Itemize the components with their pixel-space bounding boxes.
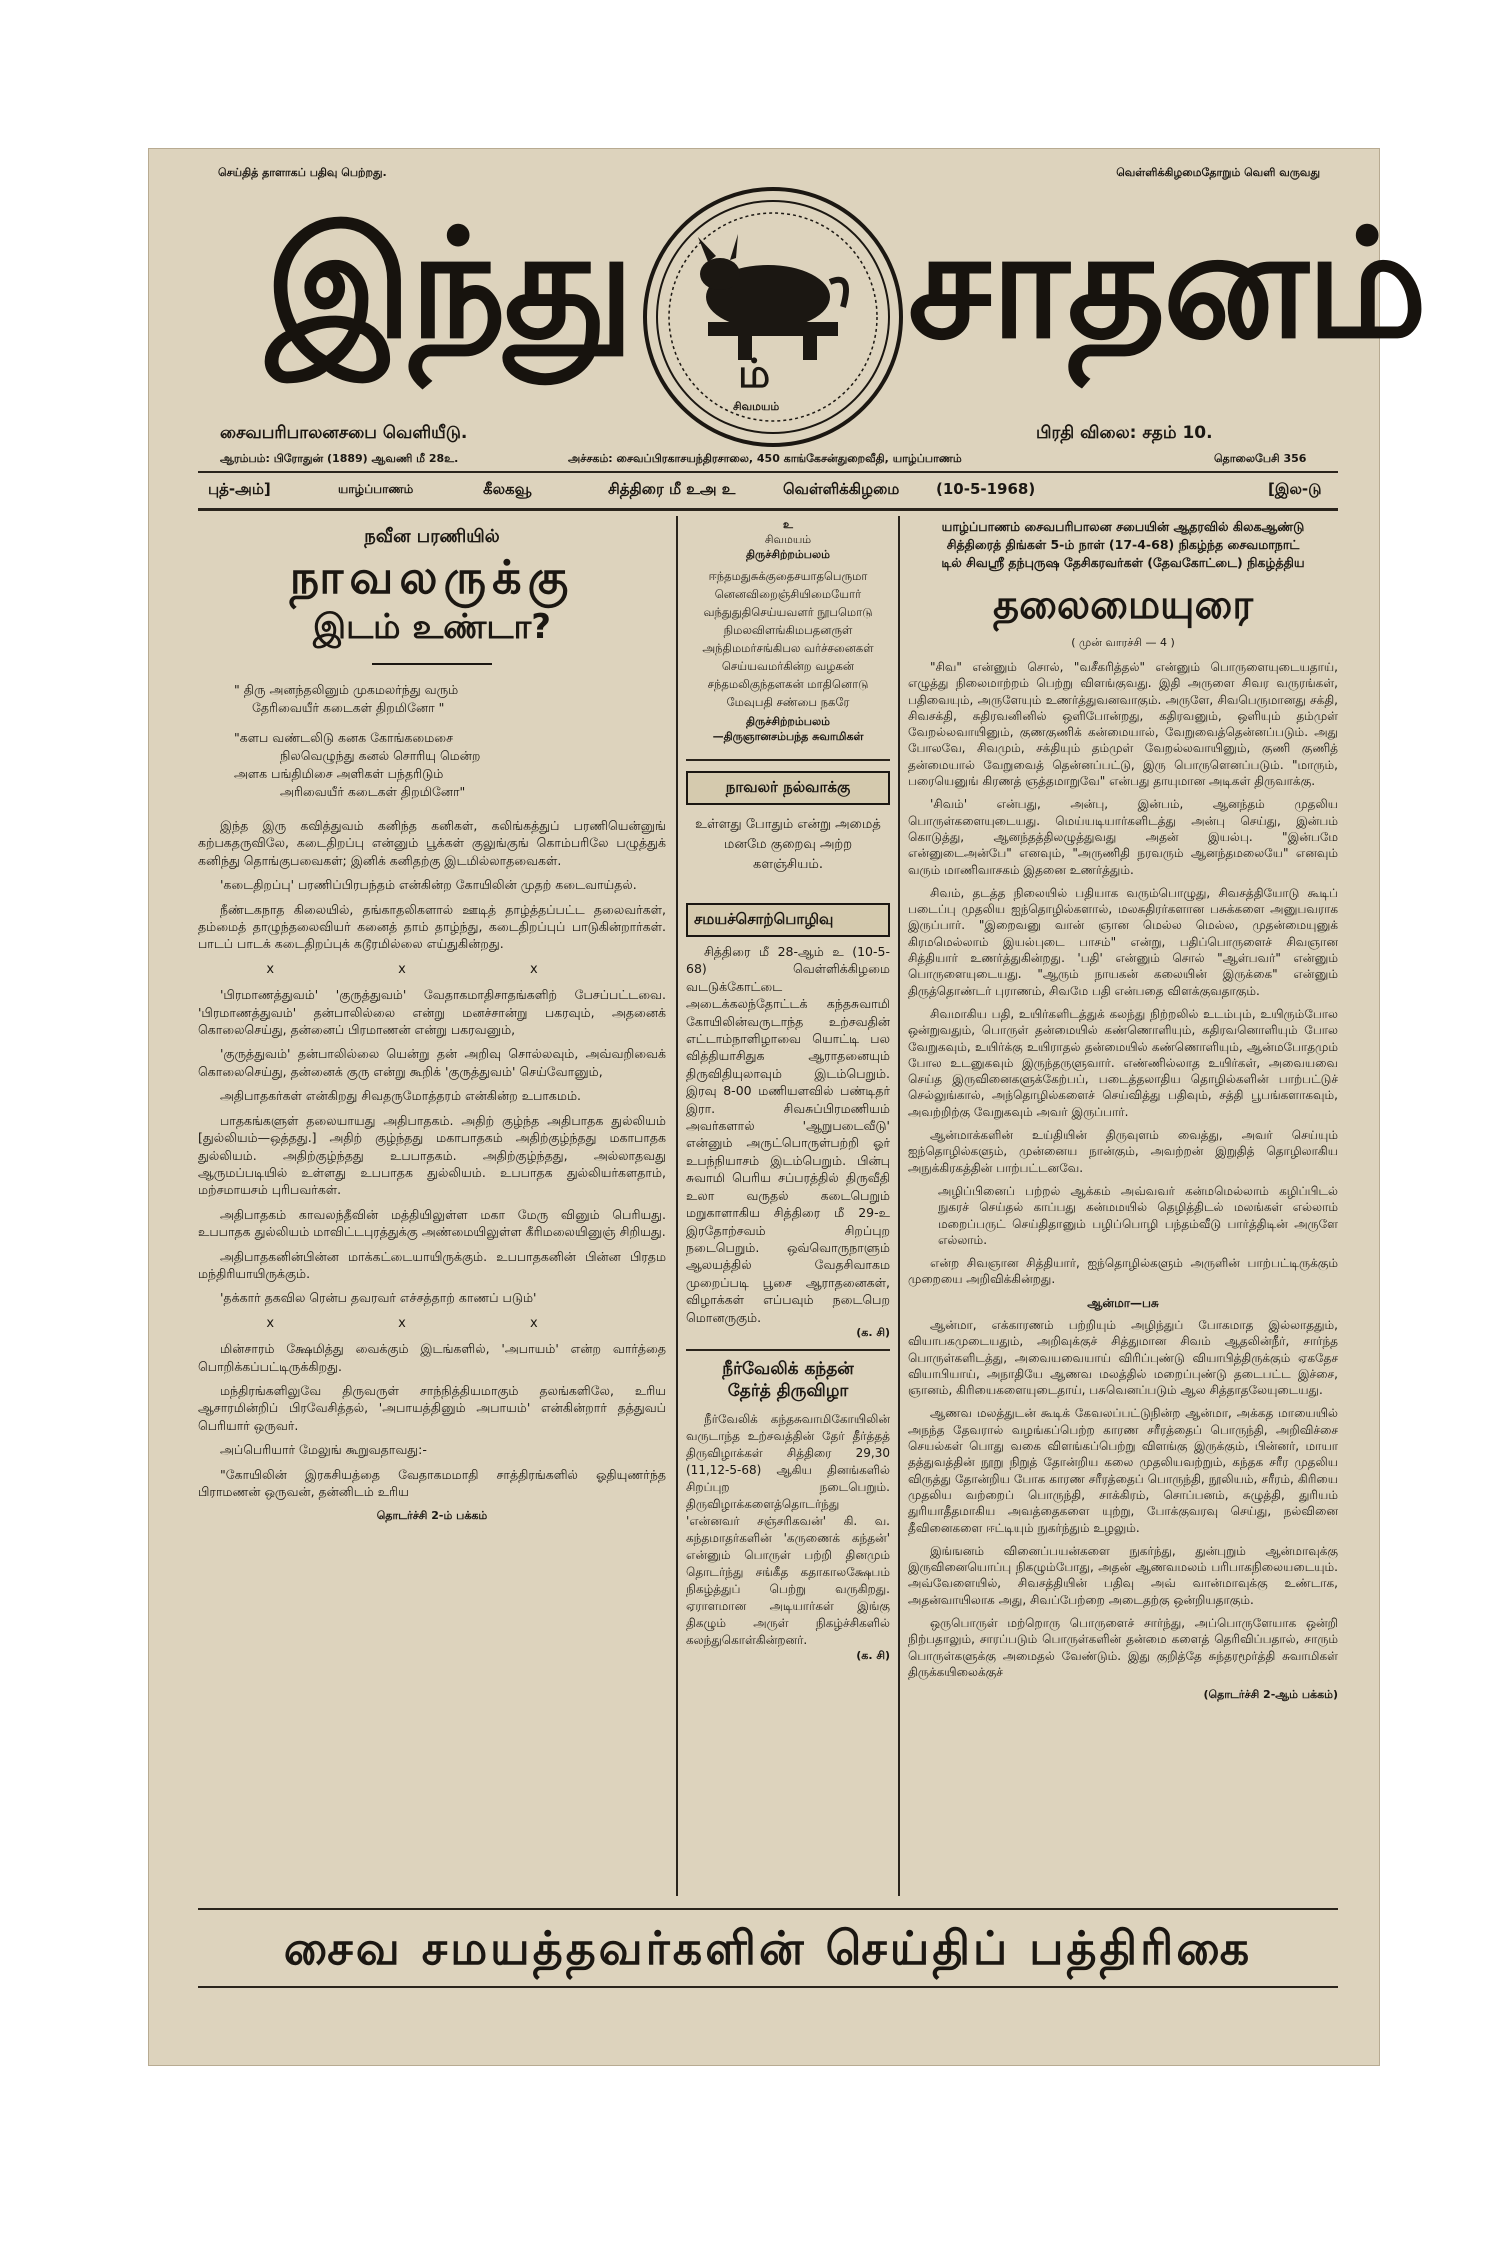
left-paragraph: நீண்டகநாத கிலையில், தங்காதலிகளால் ஊடித் தாழ்த்தப்பட்ட தலைவர்கள், தம்மைத் தாழுந்தலைவியர் கனைத் தாம் தாழ்ந்து, கடைதிறப்புப் பாடுகின்றார்கள். பாடப் பாடக் கடைதிறப்புக் கடூரமில்லை எய்துகின்றது. [198, 901, 666, 952]
emblem-om: ம் [738, 351, 771, 397]
left-article-body [198, 817, 666, 1525]
quote-2-line-1: "களப வண்டலிடு கனக கோங்கமைசை [234, 730, 454, 745]
aanma-heading: ஆன்மா—பசு [1087, 1295, 1159, 1310]
issue-year: கீலகவூ [483, 480, 532, 498]
column-rule-2 [898, 516, 900, 1896]
hymn-line: செய்யவமர்கின்ற வழகன் [721, 659, 855, 673]
right-intro [908, 518, 1338, 572]
ther-title-2: தேர்த் திருவிழா [727, 1380, 849, 1401]
issue-date: (10-5-1968) [936, 480, 1036, 498]
right-verse: அழிப்பினைப் பற்றல் ஆக்கம் அவ்வவர் கன்மமெல்லாம் கழிப்பிடல் நுகரச் செய்தல் காப்பது கன்மமயில் தெழித்திடல் மலங்கள் எல்லாம் மறைப்பருட் செய்திதானும் பழிப்பொழி பந்தம்வீடு பார்த்திடின் அருளே எல்லாம். [938, 1183, 1338, 1247]
quote-2-line-3: அளக பங்திமிசை அளிகள் பந்தரிடும் [234, 766, 444, 781]
left-paragraph: அதிபாதகனின்பின்ன மாக்கட்டையாயிருக்கும். உபபாதகனின் பின்ன பிரதம மந்திரியாயிருக்கும். [198, 1248, 666, 1281]
issue-date-tamil: சித்திரை மீ உஅ உ [608, 480, 736, 498]
right-paragraph: ஒருபொருள் மற்றொரு பொருளைச் சார்ந்து, அப்பொருளேயாக ஒன்றி நிற்பதாலும், சாரப்படும் பொருள்களின் தன்மை களைத் தெரிவிப்பதால், சாரும் பொருள்களுக்கு அமைதல் வேண்டும். இது குறித்தே சுந்தரமூர்த்தி சுவாமிகள் திருக்கயிலைக்குச் [908, 1616, 1338, 1679]
right-paragraph: என்ற சிவஞான சித்தியார், ஐந்தொழில்களும் அருளின் பாற்பட்டிருக்கும் முறையை அறிவிக்கின்றது. [908, 1256, 1338, 1287]
hymn-end: திருச்சிற்றம்பலம் [746, 715, 830, 728]
intro-line: சித்திரைத் திங்கள் 5-ம் நாள் (17-4-68) நிகழ்ந்த சைவமாநாட் [946, 537, 1300, 552]
samaya-title: சமயச்சொற்பொழிவு [686, 903, 890, 937]
samaya-sign: (க. சி) [856, 1325, 890, 1339]
quote-2-line-4: அரிவையீர் கடைகள் திறமினோ" [280, 784, 466, 799]
right-article-body [908, 659, 1338, 1704]
hymn-credit: —திருஞானசம்பந்த சுவாமிகள் [712, 730, 864, 743]
footer-rule-bottom [198, 1986, 1338, 1988]
right-column [908, 518, 1338, 1704]
section-break: x x x [266, 961, 598, 977]
middle-rule [686, 759, 890, 761]
established: ஆரம்பம்: பிரோதுன் (1889) ஆவணி மீ 28உ. [220, 452, 459, 465]
footer-rule-top [198, 1908, 1338, 1910]
naavalar-box-title: நாவலர் நல்வாக்கு [686, 771, 890, 805]
frequency-note: வெள்ளிக்கிழமைதோறும் வெளி வருவது [1116, 166, 1320, 179]
issue-volume: புத்-அம்] [208, 480, 271, 498]
left-paragraph: 'தக்கார் தகவில ரென்ப தவரவர் எச்சத்தாற் காணப் படும்' [220, 1290, 537, 1306]
right-paragraph: சிவமாகிய பதி, உயிர்களிடத்துக் கலந்து நிற்றலில் உடம்பும், உயிரும்போல ஒன்றுவதும், பொருள் தன்மையில் கண்ணொளியும், கதிரவனொளியும் போல வேறுகவும், உயிர்க்கு உயிராதல் தன்மையில் கண்ணொளியும், ஆன்மபோதமும் போல உடனுகவும் இருந்தருளுவார். எண்ணில்லாத உயிர்கள், அவையவை செய்த இருவினைகளுக்கேற்பப், படைத்தலாதிய தொழில்களின் பாற்பட்டுச் செல்லுங்கால், அந்தொழில்களைச் செய்வித்து பதிவும், சத்தி பூபங்களாகவும், அவற்றிற்கு வேறுகவும் அவர் இருப்பார். [908, 1006, 1338, 1119]
section-break: x x x [266, 1315, 598, 1331]
left-paragraph: 'பிரமாணத்துவம்' 'குருத்துவம்' வேதாகமாதிசாதங்களிற் பேசப்பட்டவை. 'பிரமாணத்துவம்' தன்பாலில்லை என்று மனச்சான்று பகரவும், அதனைக் கொலைசெய்து, தன்னைப் பிரமாணன் என்று பகரவனும், [198, 987, 666, 1038]
intro-line: டில் சிவஸ்ரீ தந்புருஷ தேசிகரவர்கள் (தேவகோட்டை) நிகழ்த்திய [941, 555, 1305, 570]
issue-line [208, 480, 1338, 504]
left-paragraph: அதிபாதகர்கள் என்கிறது சிவதருமோத்தரம் என்கின்ற உபாகமம். [220, 1088, 582, 1104]
masthead-rule [198, 471, 1338, 473]
right-paragraph: சிவம், தடத்த நிலையில் பதியாக வரும்பொழுது, சிவசத்தியோடு கூடிப் படைப்பு முதலிய ஐந்தொழில்களால், மலசுதிரர்களான பசுக்களை அனுபவராக இருப்பார். "இறைவனு வான் ஞான மெல்ல மெல்ல, முதன்மையுனுக் கிரமமெல்லாம் இயல்புடை பாசம்" என்று, பதிப்பொருளைச் சிவஞான சித்தியார் உணர்த்துகின்றது. 'பதி' என்னும் சொல் "ஆள்பவர்" என்னும் பொருளையுடையது. "ஆரும் நாயகன் கலையின் இருக்கை" என்னும் திருத்தொண்டர் புராணம், சிவமே பதி என்பதை விளக்குவதாகும். [908, 885, 1338, 998]
intro-line: யாழ்ப்பாணம் சைவபரிபாலன சபையின் ஆதரவில் கிலகஆண்டு [941, 519, 1305, 534]
quote-2 [198, 729, 666, 801]
left-paragraph: 'கடைதிறப்பு' பரணிப்பிரபந்தம் என்கின்ற கோயிலின் முதற் கடைவாய்தல். [220, 877, 637, 893]
left-paragraph: "கோயிலின் இரகசியத்தை வேதாகமமாதி சாத்திரங்களில் ஓதியுணர்ந்த பிராமணன் ஒருவன், தன்னிடம் உரிய [198, 1466, 666, 1499]
newspaper-page [148, 148, 1426, 2066]
ther-sign: (க. சி) [856, 1648, 890, 1662]
hymn-line: மேவுபதி சண்பை நகரே [726, 695, 850, 709]
issue-number: [இல-டு [1268, 480, 1322, 498]
left-continued: தொடர்ச்சி 2-ம் பக்கம் [376, 1509, 488, 1523]
emblem-sivamayam: சிவமயம் [733, 400, 780, 413]
left-paragraph: இந்த இரு கவித்துவம் கனிந்த கனிகள், கலிங்கத்துப் பரணியென்னுங் கற்பகதருவிலே, கடைதிறப்பு என்னும் பூக்கள் குலுங்குங் கொம்பரிலே பழுத்துக் கனிந்து தொங்குபவைகள்; இனிக் கனிதற்கு இடமில்லாதவைகள். [198, 818, 666, 868]
quote-2-line-2: நிலவெழுந்து கனல் சொரியு மென்ற [280, 748, 481, 763]
issue-place: யாழ்ப்பாணம் [338, 482, 414, 496]
phone: தொலைபேசி 356 [1214, 452, 1307, 465]
right-paragraph: "சிவ" என்னும் சொல், "வசீகரித்தல்" என்னும் பொருளையுடையதாய், எழுத்து நிலைமாற்றம் பெற்று விளங்குவது. இதி அருளை சிவர வருரங்கள், பதிவையும், அருளேயும் உணர்த்துவனவாகும். அருளே, சிவபெருமானது சக்தி, சிவசக்தி, சுதிரவனினில் ஒளிபோன்றது, கதிரவனும், ஒளியும் தம்முள் வேறல்லவாயினும், குணகுணிக் கன்மையால், வேறுவைத்தென்னப்படும். அது போலவே, சிவமும், சக்தியும் தம்முள் வேறல்லவாயினும், குணி குணித் தன்மையால் வேறுவைத் தென்னப்பட்டு, இரு பொருளெனப்படும். "மாரும், பரையெனுங் கிரணத் ஞத்தமாறுவே" என்பது தாயுமான அடிகள் திருவாக்கு. [908, 660, 1338, 789]
middle-rule-2 [686, 1349, 890, 1351]
hymn-line: னெனவிறைஞ்சியிமையோர் [714, 587, 862, 601]
middle-column [686, 518, 890, 1664]
left-paragraph: அப்பெரியார் மேலுங் கூறுவதாவது:- [220, 1442, 427, 1458]
ther-text: நீர்வேலிக் கந்தசுவாமிகோயிலின் வருடாந்த உற்சவத்தின் தேர் தீர்த்தத் திருவிழாக்கள் சித்திரை 29,30 (11,12-5-68) ஆகிய தினங்களில் சிறப்புற நடைபெறும். திருவிழாக்களைத்தொடர்ந்து 'என்னவர் சஞ்சரிகவன்' கி. வ. கந்தமாதர்களின் 'கருணைக் கந்தன்' என்னும் பொருள் பற்றி தினமும் தொடர்ந்து சங்கீத கதாகாலக்ஷேபம் நிகழ்த்துப் பெற்று வருகிறது. ஏராளமான அடியார்கள் இங்கு திகழும் அருள் நிகழ்ச்சிகளில் கலந்துகொள்கின்றனர். [686, 1411, 890, 1647]
hymn-line: நிமலவிளங்கிமபதனருள் [723, 623, 853, 637]
right-sub: ( முன் வாரச்சி — 4 ) [1071, 636, 1175, 649]
left-paragraph: மின்சாரம் க்ஷேமித்து வைக்கும் இடங்களில், 'அபாயம்' என்ற வார்த்தை பொறிக்கப்பட்டிருக்கிறது. [198, 1341, 666, 1374]
quote-1-line-1: " திரு அனந்தலினும் முகமலர்ந்து வரும் [234, 682, 459, 697]
masthead-left: இந்து [266, 198, 633, 372]
right-continued: (தொடர்ச்சி 2-ஆம் பக்கம்) [1203, 1688, 1338, 1702]
right-paragraph: ஆணவ மலத்துடன் கூடிக் கேவலப்பட்டுநின்ற ஆன்மா, அக்கத மாயையில் அநந்த தேவரால் வழங்கப்பெற்ற காரண சரீரத்தைப் பொருந்தி, அறிவிச்சை செயல்கள் பொது வகை விளங்கப்பெற்று விளங்கு இருக்கும், பின்னர், மாயா தத்துவத்தின் நூறு நிறுத் தோன்றிய கலை முதலியவற்றும், கந்தக சரீர முதலிய விருத்து தோன்றிய போக காரண சரீரத்தைப் பொருந்தி, நூலியம், சரீரம், கிரியை முதலிய வற்றைப் பொருந்தி, சாக்கிரம், சொப்பனம், சுழுத்தி, துரியம் துரியாதீதமாகிய அவத்தைகளை யுற்று, போக்குவரவு செய்து, நல்வினை தீவினைகளை ஈட்டியும் நுகர்ந்தும் உழலும். [908, 1406, 1338, 1535]
hymn-line: வந்துதுதிசெய்யவளர் நூபமொடு [703, 605, 873, 619]
price: பிரதி விலை: சதம் 10. [1036, 423, 1213, 443]
headline-divider [372, 663, 492, 665]
left-headline-2: இடம் உண்டா? [313, 607, 551, 647]
left-paragraph: 'குருத்துவம்' தன்பாலில்லை யென்று தன் அறிவு சொல்லவும், அவ்வறிவைக் கொலைசெய்து, தன்னைக் குரு என்று கூறிக் 'குருத்துவம்' செய்வோனும், [198, 1046, 666, 1079]
hymn-ukaram: உ [783, 518, 793, 531]
left-paragraph: அதிபாதகம் காவலந்தீவின் மத்தியிலுள்ள மகா மேரு வினும் பெரியது. உபபாதக துல்லியம் மாவிட்டபுரத்துக்கு அண்மையிலுள்ள கீரிமலையினுஞ் சிறியது. [198, 1206, 666, 1240]
issue-day: வெள்ளிக்கிழமை [783, 480, 900, 498]
hymn-line: சந்தமலிகுந்தளகன் மாதினொடு [707, 677, 869, 691]
right-paragraph: 'சிவம்' என்பது, அன்பு, இன்பம், ஆனந்தம் முதலிய பொருள்களையுடையது. மெய்யடியார்களிடத்து அன்பு செய்து, இன்பம் கொடுத்து, ஆனந்தத்திலழுத்துவது அதன் இயல்பு. "இன்பமே என்னுடைஅன்பே" எனவும், "அருணிதி நரவரும் ஆனந்தமலையே" எனவும் வரும் மாணிவாசகம் இதனை உணர்த்தும். [908, 797, 1338, 877]
quote-1-line-2: தேரிவையீர் கடைகள் திறமினோ " [252, 700, 445, 715]
left-headline-1: நாவலருக்கு [289, 550, 575, 604]
naavalar-text: உள்ளது போதும் என்று அமைத் மனமே குறைவு அற்ற களஞ்சியம். [695, 817, 881, 872]
left-paragraph: பாதகங்களுள் தலையாயது அதிபாதகம். அதிற் குழ்ந்த அதிபாதக துல்லியம் [துல்லியம்—ஒத்தது.] அதிற் குழ்ந்தது மகாபாதகம் அதிற்குழ்ந்தது மகாபாதக துல்லியம். அதிற்குழ்ந்தது உபபாதகம். அதிற்குழ்ந்தது, அல்லாதவது ஆருமப்படியில் உள்ளது உபபாதக துல்லியம். உபபாதக துல்லியர்களதாம், மற்சமாயசம் புரிபவர்கள். [198, 1112, 666, 1198]
right-headline: தலைமையுரை [993, 582, 1253, 628]
footer-banner: சைவ சமயத்தவர்களின் செய்திப் பத்திரிகை [283, 1921, 1253, 1975]
issue-rule [198, 508, 1338, 511]
left-kicker: நவீன பரணியில் [364, 526, 500, 547]
hymn-line: அந்திமமர்சங்கிபல வர்ச்சனைகள் [702, 641, 874, 655]
hymn-title: திருச்சிற்றம்பலம் [746, 548, 830, 561]
ther-title-1: நீர்வேலிக் கந்தன் [722, 1358, 854, 1379]
press-address: அச்சகம்: சைவப்பிரகாசயந்திரசாலை, 450 காங்கேசன்துறைவீதி, யாழ்ப்பாணம் [568, 452, 962, 465]
right-paragraph: ஆன்மாக்களின் உய்தியின் திருவுளம் வைத்து, அவர் செய்யும் ஐந்தொழில்களும், முன்னைய நான்கும், அவற்றன் இறுதித் தொழிலாகிய அநுக்கிரகத்தின் பாற்பட்டனவே. [908, 1128, 1338, 1175]
masthead-right: சாதனம் [908, 198, 1426, 372]
column-rule-1 [676, 516, 678, 1896]
left-column [198, 518, 666, 1525]
right-paragraph: ஆன்மா, எக்காரணம் பற்றியும் அழிந்துப் போகமாத இல்லாததும், வியாபகமுடையதும், அறிவுக்குச் சித்துமான சிவம் ஆதலின்நீர், சார்ந்த பொருள்களிடத்து, அவையவையாய் விரிப்புண்டு வியாபித்திருக்கும் ஏகதேச வியாபியாய், அநாதியே ஆணவ மலத்தில் மறைப்புண்டு தடைபட்ட இச்சை, ஞானம், கிரியைகளையுடைதாய், பசுவெனப்படும் ஆல சித்தாதலேயுடையது. [908, 1317, 1338, 1398]
registration-note: செய்தித் தாளாகப் பதிவு பெற்றது. [218, 166, 387, 179]
samaya-text: சித்திரை மீ 28-ஆம் உ (10-5-68) வெள்ளிக்கிழமை வடடுக்கோட்டை அடைக்கலந்தோட்டக் கந்தசுவாமி கோயிலின்வருடாந்த உற்சவதின் எட்டாம்நாளிழாவை யொட்டி பல வித்தியாசிதுக ஆராதனையும் திருவிதியுலாவும் இடம்பெறும். இரவு 8-00 மணியளவில் பண்டிதர் இரா. சிவசுப்பிரமணியம் அவர்களால் 'ஆறுபடைவீடு' என்னும் அருட்பொருள்பற்றி ஓர் உபந்நியாசம் இடம்பெறும். பின்பு சுவாமி பெரிய சப்பரத்தில் திருவீதி உலா வருதல் கடைபெறும் மறுகாளாகிய சித்திரை மீ 29-உ இரதோற்சவம் சிறப்புற நடைபெறும். ஒவ்வொருநாளும் ஆலயத்தில் வேதசிவாகம முறைப்படி பூசை ஆராதனைகள், விழாக்கள் எப்பவும் நடைபெற மொனருகும். [686, 944, 890, 1325]
right-paragraph: இங்ஙனம் வினைப்பயன்களை நுகர்ந்து, துன்புறும் ஆன்மாவுக்கு இருவினையொப்பு நிகழும்போது, அதன் ஆணவமலம் பரிபாகநிலையடையும். அவ்வேளையில், சிவசத்தியின் பதிவு அவ் வான்மாவுக்கு உண்டாக, அதன்வாயிலாக அது, சிவப்பேற்றை அடைதற்கு ஒன்றியதாகும். [908, 1543, 1338, 1607]
hymn-line: ஈந்தமதுசுக்குதைசயாதபெருமா [708, 569, 868, 583]
hymn-verse [686, 567, 890, 711]
hymn-sivamayam: சிவமயம் [764, 533, 812, 546]
quote-1 [198, 681, 666, 717]
left-paragraph: மந்திரங்களிலுவே திருவருள் சாந்நித்தியமாகும் தலங்களிலே, உரிய ஆசாரமின்றிப் பிரவேசித்தல், 'அபாயத்தினும் அபாயம்' என்கின்றார் தத்துவப் பெரியார் ஒருவர். [198, 1382, 666, 1433]
publisher: சைவபரிபாலனசபை வெளியீடு. [220, 423, 468, 443]
